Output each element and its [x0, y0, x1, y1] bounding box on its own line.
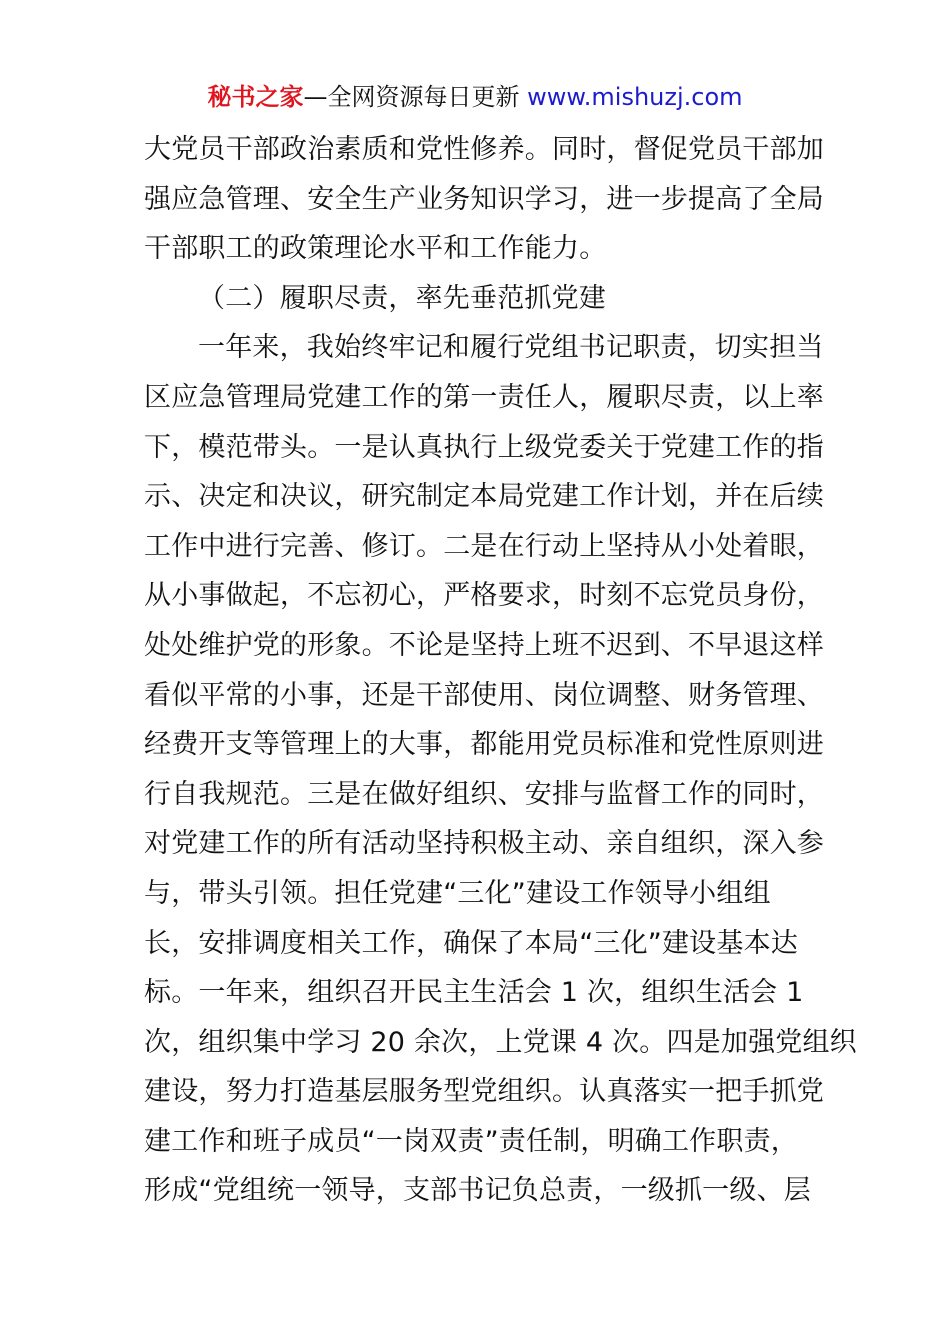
text-line: 形成“党组统一领导，支部书记负总责，一级抓一级、层 [144, 1175, 811, 1207]
text-line: 建工作和班子成员“一岗双责”责任制，明确工作职责， [144, 1125, 798, 1157]
site-header [0, 80, 950, 114]
text-line: 看似平常的小事，还是干部使用、岗位调整、财务管理、 [144, 679, 824, 711]
text-line: 处处维护党的形象。不论是坚持上班不迟到、不早退这样 [144, 629, 824, 661]
section-heading: （二）履职尽责，率先垂范抓党建 [198, 282, 606, 314]
paragraph-start: 一年来，我始终牢记和履行党组书记职责，切实担当 [198, 332, 824, 364]
site-url-link[interactable]: www.mishuzj.com [527, 83, 743, 111]
text-line: 干部职工的政策理论水平和工作能力。 [144, 233, 607, 265]
text-line: 建设，努力打造基层服务型党组织。认真落实一把手抓党 [144, 1076, 824, 1108]
text-line: 标。一年来，组织召开民主生活会 1 次，组织生活会 1 [144, 977, 804, 1009]
text-line: 行自我规范。三是在做好组织、安排与监督工作的同时， [144, 778, 824, 810]
text-line: 对党建工作的所有活动坚持积极主动、亲自组织，深入参 [144, 828, 824, 860]
site-tagline: —全网资源每日更新 [303, 83, 520, 111]
text-line: 大党员干部政治素质和党性修养。同时，督促党员干部加 [144, 134, 824, 165]
text-line: 经费开支等管理上的大事，都能用党员标准和党性原则进 [144, 729, 824, 761]
text-line: 工作中进行完善、修订。二是在行动上坚持从小处着眼， [144, 530, 824, 562]
text-line: 区应急管理局党建工作的第一责任人，履职尽责，以上率 [144, 381, 824, 413]
text-line: 下，模范带头。一是认真执行上级党委关于党建工作的指 [144, 431, 824, 463]
text-line: 强应急管理、安全生产业务知识学习，进一步提高了全局 [144, 183, 824, 215]
text-line: 示、决定和决议，研究制定本局党建工作计划，并在后续 [144, 481, 824, 513]
text-line: 与，带头引领。担任党建“三化”建设工作领导小组组 [144, 877, 771, 909]
document-body [144, 125, 857, 1216]
site-brand: 秘书之家 [207, 83, 304, 111]
text-line: 长，安排调度相关工作，确保了本局“三化”建设基本达 [144, 927, 798, 959]
text-line: 从小事做起，不忘初心，严格要求，时刻不忘党员身份， [144, 580, 824, 612]
text-line: 次，组织集中学习 20 余次，上党课 4 次。四是加强党组织 [144, 1026, 857, 1058]
